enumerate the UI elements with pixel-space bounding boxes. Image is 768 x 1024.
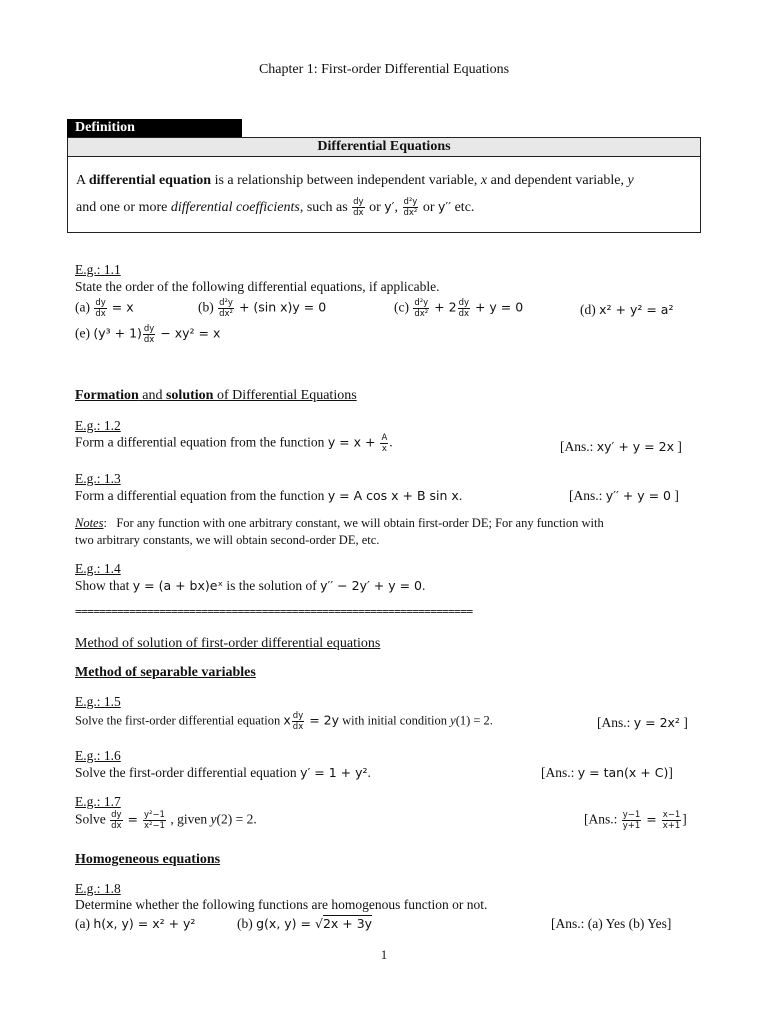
example-text-1-2: Form a differential equation from the function y = x + $\frac{A}{x}$ . <box>75 433 393 454</box>
separator-line: ================================================================== <box>75 605 473 618</box>
page-title: Chapter 1: First-order Differential Equations <box>258 62 510 77</box>
example-label-1-8: E.g.: 1.8 <box>75 881 121 896</box>
example-text-1-8: Determine whether the following functions are homogenous function or not. <box>75 897 488 912</box>
definition-box <box>67 137 701 233</box>
example-label-1-3: E.g.: 1.3 <box>75 471 121 486</box>
definition-tag: Definition <box>67 119 242 137</box>
answer-1-2: [Ans.: xy′ + y = 2x ] <box>560 439 682 454</box>
eq-1-1-a: (a) $\frac{dy}{dx}$ = x <box>75 298 134 319</box>
eq-1-8-b: (b) g(x, y) = √2x + 3y <box>237 916 373 931</box>
example-text-1-4: Show that y = (a + bx)eˣ is the solution of y′′ − 2y′ + y = 0. <box>75 578 426 593</box>
example-label-1-5: E.g.: 1.5 <box>75 694 121 709</box>
separable-heading: Method of separable variables <box>75 665 256 680</box>
example-text-1-1: State the order of the following differential equations, if applicable. <box>75 279 440 294</box>
answer-1-7: [Ans.: $\frac{y-1}{y+1}$ = $\frac{x-1}{x+1}$ ] <box>584 810 687 831</box>
eq-1-1-b: (b) $\frac{\text{d²y}}{\text{dx²}}$ + (sin x)y = 0 <box>198 298 327 319</box>
sqrt-symbol: √ <box>314 916 323 931</box>
example-label-1-6: E.g.: 1.6 <box>75 748 121 763</box>
page-number: 1 <box>380 948 388 962</box>
example-text-1-6: Solve the first-order differential equation y′ = 1 + y². <box>75 765 371 780</box>
eq-1-8-a: (a) h(x, y) = x² + y² <box>75 916 196 931</box>
example-text-1-7: Solve $\frac{dy}{dx}$ = $\frac{\text{y²−1}}{\text{x²−1}}$ , given y(2) = 2. <box>75 810 257 831</box>
notes-line-1: Notes: For any function with one arbitrary constant, we will obtain first-order DE; For any function with <box>75 516 604 530</box>
definition-box-title: Differential Equations <box>68 138 700 157</box>
example-label-1-7: E.g.: 1.7 <box>75 794 121 809</box>
answer-1-3: [Ans.: y′′ + y = 0 ] <box>569 488 679 503</box>
eq-1-1-c: (c) $\frac{\text{d²y}}{\text{dx²}}$ + 2 $\frac{dy}{dx}$ + y = 0 <box>394 298 524 319</box>
definition-text: A differential equation is a relationship between independent variable, x and dependent variable, y and one or more differential coefficients, such as $\frac{dy}{dx}$ or y′, $\frac{\text{d²y}}{\text{dx²}}$ or y′′ etc. <box>76 173 634 219</box>
example-text-1-5: Solve the first-order differential equation x $\frac{dy}{dx}$ = 2y with initial condition y(1) = 2. <box>75 711 493 732</box>
method-heading: Method of solution of first-order differential equations <box>75 636 381 651</box>
example-label-1-2: E.g.: 1.2 <box>75 418 121 433</box>
notes-line-2: two arbitrary constants, we will obtain second-order DE, etc. <box>75 533 380 547</box>
homogeneous-heading: Homogeneous equations <box>75 852 221 867</box>
example-label-1-1: E.g.: 1.1 <box>75 262 121 277</box>
answer-1-6: [Ans.: y = tan(x + C)] <box>541 765 673 780</box>
answer-1-8: [Ans.: (a) Yes (b) Yes] <box>551 916 672 931</box>
formation-heading: Formation and solution of Differential Equations <box>75 388 357 403</box>
example-label-1-4: E.g.: 1.4 <box>75 561 121 576</box>
answer-1-5: [Ans.: y = 2x² ] <box>597 715 688 730</box>
eq-1-1-d: (d) x² + y² = a² <box>580 302 674 317</box>
eq-1-1-e: (e) (y³ + 1) $\frac{dy}{dx}$ − xy² = x <box>75 324 221 345</box>
example-text-1-3: Form a differential equation from the function y = A cos x + B sin x. <box>75 488 463 503</box>
